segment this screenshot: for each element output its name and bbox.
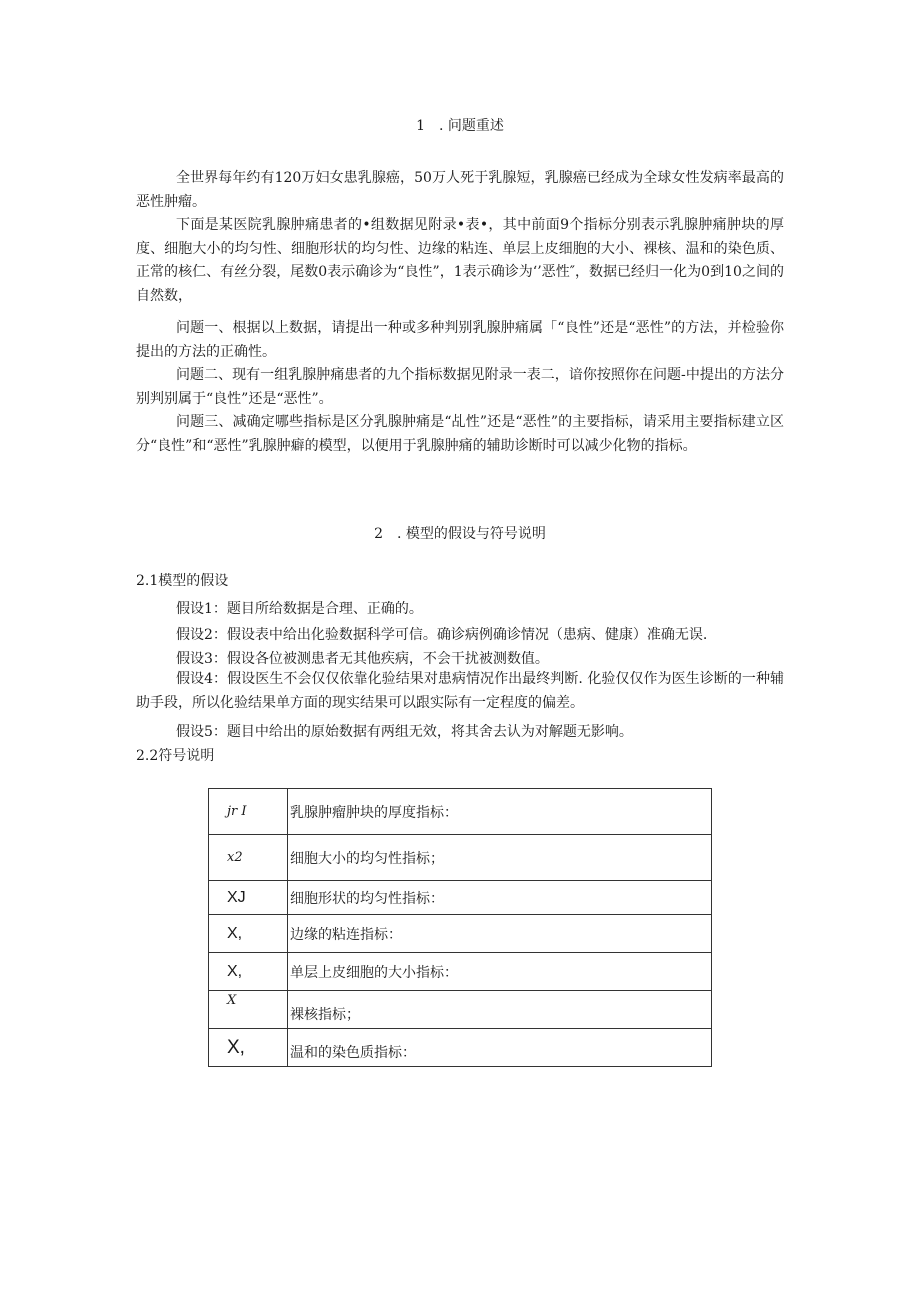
assumption-2: 假设2：假设表中给出化验数据科学可信。确诊病例确诊情况（患病、健康）准确无误.	[176, 627, 708, 643]
description-cell: 边缘的粘连指标：	[288, 915, 712, 953]
assumption-4: 假设4：假设医生不会仅仅依靠化验结果对患病情况作出最终判断. 化验仅仅作为医生诊断的一种辅助手段，所以化验结果单方面的现实结果可以跟实际有一定程度的偏差。	[136, 671, 784, 711]
symbol-cell: jr I	[209, 789, 288, 835]
question-1-paragraph: 问题一、根据以上数据，请提出一种或多种判别乳腺肿痛属「“良性”还是“恶性”的方法，并检验你提出的方法的正确性。	[136, 320, 784, 360]
table-row	[209, 991, 712, 1029]
table-row	[209, 1029, 712, 1067]
subsection-symbols-title: 2.2符号说明	[136, 748, 215, 764]
assumption-1: 假设1：题目所给数据是合理、正确的。	[176, 601, 423, 617]
symbol-cell: X,	[209, 953, 288, 991]
assumption-5: 假设5：题目中给出的原始数据有两组无效，将其舍去认为对解题无影响。	[176, 724, 633, 740]
assumption-3: 假设3：假设各位被测患者无其他疾病，不会干扰被测数值。	[176, 651, 549, 667]
symbol-cell: X,	[209, 915, 288, 953]
symbol-cell: X	[209, 991, 288, 1029]
section-2-title: 2 . 模型的假设与符号说明	[374, 526, 546, 542]
symbol-cell: XJ	[209, 881, 288, 915]
question-3-paragraph: 问题三、减确定哪些指标是区分乳腺肿痛是“乩性”还是“恶性”的主要指标，请采用主要指标建立区分“良性”和“恶性”乳腺肿癖的模型，以便用于乳腺肿痛的辅助诊断时可以减少化物的指标。	[136, 414, 784, 454]
symbol-cell: x2	[209, 835, 288, 881]
table-row	[209, 789, 712, 835]
table-row	[209, 915, 712, 953]
table-row	[209, 835, 712, 881]
symbol-cell: X,	[209, 1029, 288, 1067]
description-cell: 裸核指标；	[288, 991, 712, 1029]
symbol-table	[208, 788, 712, 1067]
description-cell: 温和的染色质指标：	[288, 1029, 712, 1067]
table-row	[209, 953, 712, 991]
section-1-title: 1 . 问题重述	[416, 118, 504, 134]
description-cell: 细胞形状的均匀性指标：	[288, 881, 712, 915]
intro-paragraph: 全世界每年约有120万妇女患乳腺癌，50万人死于乳腺短，乳腺癌已经成为全球女性发病率最高的恶性肿瘤。	[136, 170, 784, 210]
description-cell: 乳腺肿瘤肿块的厚度指标：	[288, 789, 712, 835]
description-cell: 单层上皮细胞的大小指标：	[288, 953, 712, 991]
subsection-assumptions-title: 2.1模型的假设	[136, 573, 229, 589]
data-description-paragraph: 下面是某医院乳腺肿痛患者的•组数据见附录•表•，其中前面9个指标分别表示乳腺肿痛肿块的厚度、细胞大小的均匀性、细胞形状的均匀性、边缘的粘连、单层上皮细胞的大小、裸核、温和的染色质、正常的核仁、有丝分裂，尾数0表示确诊为“良性”，1表示确诊为‘’恶性″，数据已经归一化为0到10之间的自然数，	[136, 217, 784, 304]
description-cell: 细胞大小的均匀性指标；	[288, 835, 712, 881]
table-row	[209, 881, 712, 915]
question-2-paragraph: 问题二、现有一组乳腺肿痛患者的九个指标数据见附录一表二，谙你按照你在问题-中提出的方法分别判别属于“良性”还是“恶性”。	[136, 367, 784, 407]
